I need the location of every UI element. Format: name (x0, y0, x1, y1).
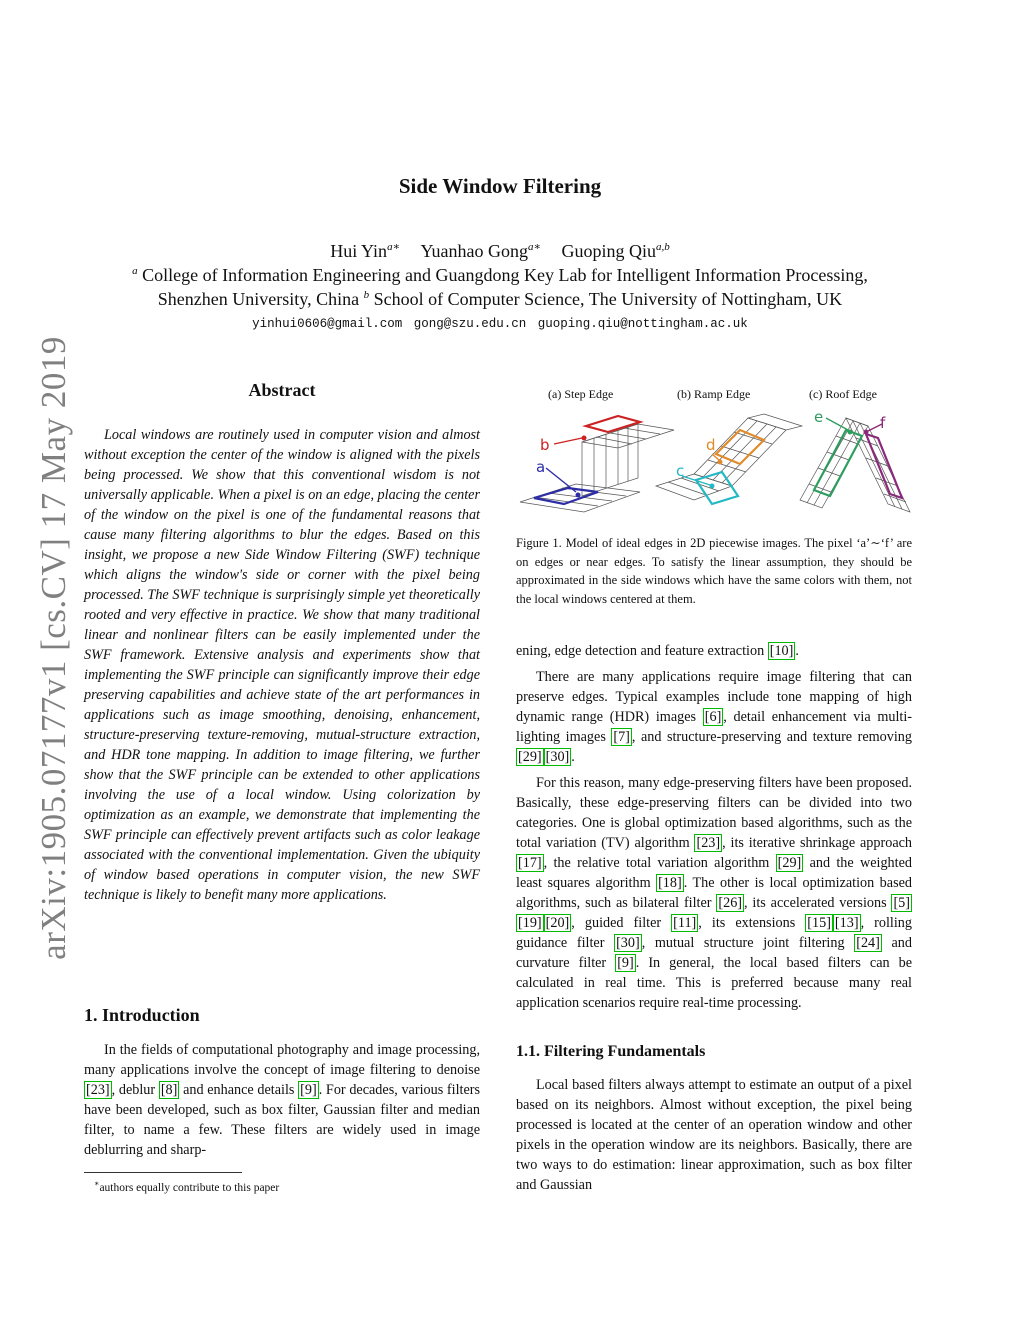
introduction-paragraph: In the fields of computational photography and image processing, many applications involve the concept of image filtering to denoise [23] , deblur [8] and enhance details [9] . For decades, various filters have been developed, such as box filter, Gaussian filter and median filter, to name a few. These filters are widely used in image deblurring and sharp- (84, 1042, 481, 1158)
label-f: f (880, 414, 886, 432)
citation-link[interactable]: [6] (704, 709, 722, 725)
paragraph: Local based filters always attempt to estimate an output of a pixel based on its neighbors. Almost without exception, the pixel being processed is located at the center of an operation window and other pixels in the operation window are its neighbors. Basically, there are two ways to do estimation: linear approximation, such as box filter and Gaussian (516, 1077, 912, 1193)
pixel-e (848, 430, 853, 435)
citation-link[interactable]: [5] (893, 895, 910, 911)
section-heading-introduction: 1. Introduction (84, 1005, 200, 1025)
citation-link[interactable]: [24] (856, 935, 880, 951)
author-list (0, 240, 1000, 262)
citation-link[interactable]: [18] (658, 875, 682, 891)
paragraph: ening, edge detection and feature extraction [10] . (516, 643, 799, 659)
roof-edge-model (800, 418, 910, 512)
label-e: e (814, 408, 824, 426)
citation-link[interactable]: [8] (160, 1082, 178, 1098)
author-emails (0, 317, 1000, 331)
pointer-a (546, 468, 576, 492)
label-b: b (540, 436, 550, 454)
citation-link[interactable]: [29] (518, 749, 542, 765)
right-column-body-2 (516, 1075, 912, 1201)
abstract-text: Local windows are routinely used in computer vision and almost without exception the center of the window is aligned with the pixels being processed. We show that this conventional wisdom is not universally applicable. When a pixel is on an edge, placing the center of the window on the pixel is one of the fundamental reasons that cause many filtering algorithms to blur the edges. Based on this insight, we propose a new Side Window Filtering (SWF) technique which aligns the window's side or corner with the pixel being processed. The SWF technique is surprisingly simple yet theoretically rooted and very effective in practice. We show that many traditional linear and nonlinear filters can be easily implemented under the SWF framework. Extensive analysis and experiments show that implementing the SWF principle can significantly improve their edge preserving capabilities and achieve state of the art performances in applications such as image smoothing, denoising, enhancement, structure-preserving texture-removing, mutual-structure extraction, and HDR tone mapping. In addition to image filtering, we further show that the SWF principle can be extended to other applications involving the use of a local window. Using colorization by optimization as an example, we demonstrate that implementing the SWF principle can effectively prevent artifacts such as color leakage associated with the conventional implementation. Given the ubiquity of window based operations in computer vision, the new SWF technique is likely to benefit many more applications. (84, 427, 480, 903)
paper-title: Side Window Filtering (398, 174, 602, 198)
author: Guoping Qiu$^{a,b}$ (561, 241, 670, 261)
pixel-f (864, 430, 869, 435)
paragraph: There are many applications require image filtering that can preserve edges. Typical examples include tone mapping of high dynamic range (HDR) images [6] , detail enhancement via multi-lighting images [7] , and structure-preserving and texture removing [29] [30] . (516, 669, 912, 765)
citation-link[interactable]: [9] (617, 955, 634, 971)
citation-link[interactable]: [23] (86, 1082, 110, 1098)
label-c: c (676, 462, 685, 480)
footnote-divider (84, 1172, 242, 1173)
citation-link[interactable]: [30] (545, 749, 570, 765)
ramp-lower-plane (656, 474, 732, 500)
figure-1 (516, 382, 912, 532)
affiliation-line-1: $^a$ College of Information Engineering and Guangdong Key Lab for Intelligent Information Processing, (132, 265, 868, 285)
figure-1-illustration (516, 382, 912, 532)
citation-link[interactable]: [23] (696, 835, 721, 851)
right-column-body (516, 641, 912, 1019)
arxiv-stamp-text[interactable]: arXiv:1905.07177v1 [cs.CV] 17 May 2019 (34, 336, 73, 960)
citation-link[interactable]: [20] (545, 915, 570, 931)
email-link[interactable]: yinhui0606@gmail.com (252, 317, 403, 331)
email-link[interactable]: guoping.qiu@nottingham.ac.uk (537, 317, 748, 331)
citation-link[interactable]: [11] (673, 915, 697, 931)
abstract-heading: Abstract (248, 380, 316, 400)
ramp-edge-model (656, 414, 802, 500)
label-d: d (706, 436, 716, 454)
citation-link[interactable]: [29] (777, 855, 802, 871)
pointer-b (554, 438, 582, 444)
paragraph: For this reason, many edge-preserving filters have been proposed. Basically, these edge-preserving filters can be divided into two categories. One is global optimization based algorithms, such as the total variation (TV) algorithm [23] , its iterative shrinkage approach [17] , the relative total variation algorithm [29] and the weighted least squares algorithm [18] . The other is local optimization based algorithms, such as bilateral filter [26] , its accelerated versions [5][19] [20] , guided filter [11] , its extensions [15] [13] , rolling guidance filter [30] , mutual structure joint filtering [24] and curvature filter [9] . In general, the local based filters can be calculated in real time. This is preferred because many real application scenarios require real-time processing. (516, 775, 913, 1011)
citation-link[interactable]: [10] (769, 643, 794, 659)
citation-link[interactable]: [19] (518, 915, 542, 931)
side-window-d (716, 430, 764, 464)
citation-link[interactable]: [30] (616, 935, 640, 951)
panel-label-b: (b) Ramp Edge (677, 387, 751, 401)
author: Yuanhao Gong$^{a∗}$ (420, 241, 542, 261)
pixel-a (576, 493, 581, 498)
side-window-e (814, 430, 862, 496)
pixel-c (710, 484, 715, 489)
citation-link[interactable]: [9] (300, 1082, 317, 1098)
panel-label-a: (a) Step Edge (548, 387, 614, 401)
citation-link[interactable]: [13] (834, 915, 859, 931)
citation-link[interactable]: [15] (807, 915, 831, 931)
pixel-b (582, 436, 587, 441)
citation-link[interactable]: [26] (718, 895, 743, 911)
affiliation-line-2: Shenzhen University, China $^b$ School of Computer Science, The University of Nottingham, UK (157, 289, 843, 309)
figure-1-caption: Figure 1. Model of ideal edges in 2D piecewise images. The pixel ‘a’∼‘f’ are on edges or near edges. To satisfy the linear assumption, they should be approximated in the side windows which have the same colors with them, not the local windows centered at them. (516, 536, 912, 606)
label-a: a (536, 458, 546, 476)
citation-link[interactable]: [7] (613, 729, 630, 745)
panel-label-c: (c) Roof Edge (809, 387, 877, 401)
email-link[interactable]: gong@szu.edu.cn (413, 317, 527, 331)
citation-link[interactable]: [17] (518, 855, 542, 871)
step-riser (582, 424, 638, 496)
author: Hui Yin$^{a∗}$ (330, 241, 401, 261)
subsection-heading-filtering-fundamentals: 1.1. Filtering Fundamentals (516, 1043, 706, 1060)
footnote: ∗authors equally contribute to this paper (94, 1179, 280, 1194)
